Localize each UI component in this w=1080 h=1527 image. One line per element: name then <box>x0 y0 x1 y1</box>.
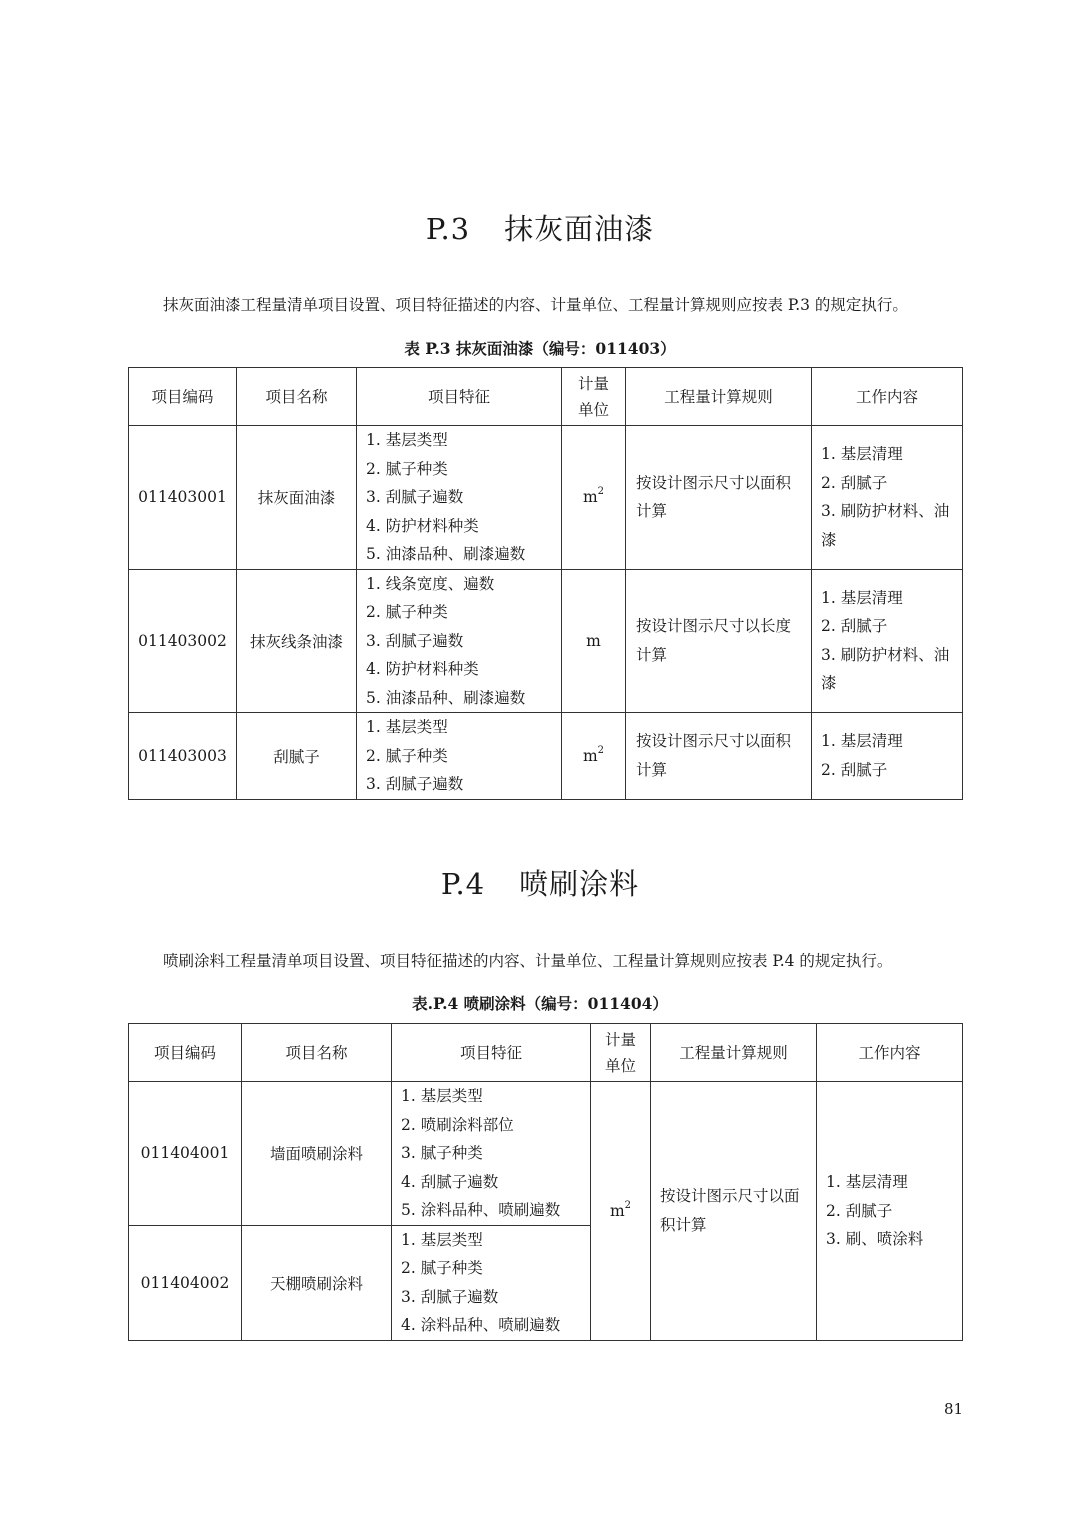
item-work <box>812 713 963 800</box>
section-title-p3 <box>0 207 1080 248</box>
work-line: 3. 刷防护材料、油漆 <box>821 502 950 549</box>
item-unit <box>562 569 626 713</box>
work-line: 2. 刮腻子 <box>826 1201 893 1220</box>
section-code: P.4 <box>440 867 486 901</box>
feature-line: 5. 油漆品种、刷漆遍数 <box>366 688 526 707</box>
feature-line: 4. 防护材料种类 <box>366 660 479 678</box>
feature-line: 2. 腻子种类 <box>366 459 448 478</box>
feature-line: 3. 刮腻子遍数 <box>366 775 464 793</box>
table-row <box>129 713 963 800</box>
item-work <box>812 569 963 713</box>
item-code: 011403001 <box>129 426 237 570</box>
feature-line: 1. 线条宽度、遍数 <box>366 574 495 593</box>
feature-line: 2. 喷刷涂料部位 <box>401 1115 514 1134</box>
feature-line: 5. 油漆品种、刷漆遍数 <box>366 545 526 563</box>
table-row <box>129 1082 963 1226</box>
work-line: 1. 基层清理 <box>821 732 903 751</box>
unit-exponent: 2 <box>597 486 605 498</box>
feature-line: 1. 基层类型 <box>366 718 448 736</box>
unit-base: m <box>582 488 598 507</box>
item-code: 011403003 <box>129 713 237 800</box>
item-unit <box>562 426 626 570</box>
header-cell: 项目特征 <box>357 368 562 426</box>
header-cell: 计量单位 <box>591 1024 651 1082</box>
page-number: 81 <box>944 1400 964 1418</box>
item-features <box>392 1225 591 1340</box>
item-rule: 按设计图示尺寸以面积计算 <box>651 1082 817 1341</box>
table-header-row <box>129 368 963 426</box>
item-code: 011404001 <box>129 1082 242 1226</box>
header-cell: 项目编码 <box>129 1024 242 1082</box>
feature-line: 2. 腻子种类 <box>366 603 448 621</box>
section-intro: 抹灰面油漆工程量清单项目设置、项目特征描述的内容、计量单位、工程量计算规则应按表 P.3 的规定执行。 <box>163 296 908 314</box>
work-line: 2. 刮腻子 <box>821 617 888 636</box>
feature-line: 1. 基层类型 <box>401 1087 483 1105</box>
feature-line: 3. 刮腻子遍数 <box>366 631 464 650</box>
item-name: 天棚喷刷涂料 <box>242 1225 392 1340</box>
table-p4 <box>128 1023 963 1341</box>
feature-line: 3. 腻子种类 <box>401 1144 483 1162</box>
item-work <box>812 426 963 570</box>
item-code: 011403002 <box>129 569 237 713</box>
work-line: 1. 基层清理 <box>821 445 903 464</box>
item-name: 抹灰线条油漆 <box>237 569 357 713</box>
item-name: 墙面喷刷涂料 <box>242 1082 392 1226</box>
table-row <box>129 426 963 570</box>
header-cell: 工作内容 <box>817 1024 963 1082</box>
unit-exponent: 2 <box>624 1199 632 1211</box>
header-cell: 工程量计算规则 <box>651 1024 817 1082</box>
table-row <box>129 569 963 713</box>
work-line: 1. 基层清理 <box>821 588 903 607</box>
unit-base: m <box>582 746 598 765</box>
item-code: 011404002 <box>129 1225 242 1340</box>
header-cell: 项目名称 <box>237 368 357 426</box>
item-features <box>357 569 562 713</box>
item-name: 抹灰面油漆 <box>237 426 357 570</box>
item-name: 刮腻子 <box>237 713 357 800</box>
table-caption: 表 P.3 抹灰面油漆（编号：011403） <box>404 339 676 358</box>
table-p3 <box>128 367 963 800</box>
item-features <box>392 1082 591 1226</box>
item-rule: 按设计图示尺寸以面积计算 <box>626 713 812 800</box>
feature-line: 4. 防护材料种类 <box>366 516 479 535</box>
header-cell: 项目名称 <box>242 1024 392 1082</box>
header-cell: 计量单位 <box>562 368 626 426</box>
work-line: 1. 基层清理 <box>826 1173 908 1191</box>
feature-line: 4. 涂料品种、喷刷遍数 <box>401 1316 561 1334</box>
table-header-row <box>129 1024 963 1082</box>
feature-line: 3. 刮腻子遍数 <box>401 1287 499 1306</box>
table-caption: 表.P.4 喷刷涂料（编号：011404） <box>412 994 668 1013</box>
work-line: 2. 刮腻子 <box>821 760 888 779</box>
feature-line: 5. 涂料品种、喷刷遍数 <box>401 1201 561 1219</box>
feature-line: 4. 刮腻子遍数 <box>401 1172 499 1191</box>
feature-line: 2. 腻子种类 <box>366 746 448 765</box>
section-code: P.3 <box>425 212 471 246</box>
item-rule: 按设计图示尺寸以面积计算 <box>626 426 812 570</box>
feature-line: 1. 基层类型 <box>401 1230 483 1249</box>
header-cell: 工程量计算规则 <box>626 368 812 426</box>
section-name: 抹灰面油漆 <box>504 212 655 246</box>
unit-base: m <box>609 1201 625 1220</box>
unit-base: m <box>586 631 601 650</box>
item-rule: 按设计图示尺寸以长度计算 <box>626 569 812 713</box>
header-cell: 项目编码 <box>129 368 237 426</box>
item-work <box>817 1082 963 1341</box>
item-features <box>357 713 562 800</box>
unit-exponent: 2 <box>597 744 605 756</box>
feature-line: 3. 刮腻子遍数 <box>366 488 464 506</box>
section-name: 喷刷涂料 <box>519 867 640 901</box>
item-features <box>357 426 562 570</box>
work-line: 3. 刷、喷涂料 <box>826 1230 924 1248</box>
feature-line: 2. 腻子种类 <box>401 1259 483 1277</box>
work-line: 2. 刮腻子 <box>821 473 888 492</box>
header-cell: 工作内容 <box>812 368 963 426</box>
work-line: 3. 刷防护材料、油漆 <box>821 645 950 693</box>
section-intro: 喷刷涂料工程量清单项目设置、项目特征描述的内容、计量单位、工程量计算规则应按表 P.4 的规定执行。 <box>163 952 893 970</box>
item-unit <box>562 713 626 800</box>
section-title-p4 <box>0 862 1080 903</box>
header-cell: 项目特征 <box>392 1024 591 1082</box>
feature-line: 1. 基层类型 <box>366 431 448 449</box>
item-unit <box>591 1082 651 1341</box>
